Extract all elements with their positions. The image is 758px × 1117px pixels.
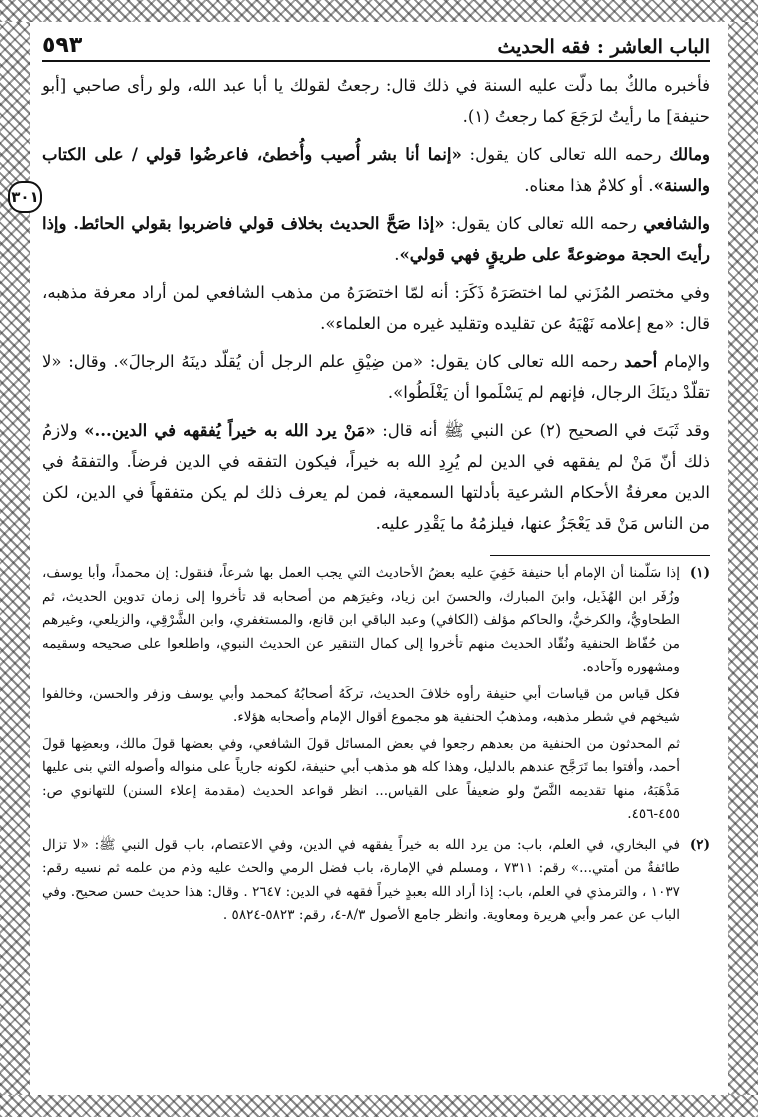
footnote-body: [42, 562, 680, 830]
footnote-paragraph: فكل قياس من قياسات أبي حنيفة رأوه خلافَ الحديث، تركَهُ أصحابُهُ كمحمد وأبي يوسف وزفر والحسن، وخالفوا شيخهم في شطر مذهبه، ومذهبُ الحنفية هو مجموع أقوال الإمام وأصحابه هؤلاء.: [42, 685, 680, 725]
paragraph: [42, 208, 710, 270]
paragraph: [42, 277, 710, 339]
ornamental-border-bottom: [0, 1095, 758, 1117]
footnote-body: [42, 834, 680, 931]
paragraph-text: والإمام: [657, 352, 710, 371]
hadith-quotation: «مَنْ يرد الله به خيراً يُفقهه في الدين...»: [84, 421, 376, 440]
footnote: [42, 562, 710, 830]
quotation: «إنما أنا بشر أُصيب وأُخطئ، فاعرضُوا قولي / على الكتاب والسنة»: [42, 145, 710, 195]
page-number: ٥٩٣: [42, 33, 83, 58]
paragraph: [42, 415, 710, 539]
paragraph-text: ولازمُ ذلك أنّ مَنْ لم يفقهه في الدين لم يُرِدِ الله به خيراً، فيكون التفقه في الدين فرضاً. والتفقهُ في الدين معرفةُ الأحكام الشرعية بأدلتها السمعية، فمن لم يعرف ذلك لم يكن متفقهاً في الدين، لكن من الناس مَنْ قد يَعْجَزُ عنها، فيلزمُهُ ما يَقْدِر عليه.: [42, 421, 710, 533]
paragraph-text: رحمه الله تعالى كان يقول: «من ضِيْقِ علم الرجل أن يُقلّد دينَهُ الرجالَ». وقال: «لا تقلّدْ دينَكَ الرجال، فإنهم لم يَسْلَموا أن يَغْلَطُوا».: [42, 352, 710, 402]
footnote: [42, 834, 710, 931]
paragraph-text: وقد ثَبَتَ في الصحيح (٢) عن النبي ﷺ أنه قال:: [375, 421, 710, 440]
paragraph-text: وفي مختصر المُزَني لما اختصَرَهُ ذَكَرَ: أنه لمّا اختصَرَهُ من مذهب الشافعي لمن أراد معرفة مذهبه، قال: «مع إعلامه نَهْيَهُ عن تقليده وتقليد غيره من العلماء».: [42, 283, 710, 333]
footnotes: [42, 562, 710, 931]
paragraph-text: رحمه الله تعالى كان يقول:: [444, 214, 644, 233]
quotation: «إذا صَحَّ الحديث بخلاف قولي فاضربوا بقولي الحائط. وإذا رأيتَ الحجة موضوعةً على طريقٍ فهي قولي»: [42, 214, 710, 264]
imam-name: أحمد: [624, 352, 658, 371]
paragraph-text: . أو كلامٌ هذا معناه.: [524, 176, 654, 195]
page-header: [42, 28, 710, 62]
paragraph-text: فأخبره مالكٌ بما دلّت عليه السنة في ذلك قال: رجعتُ لقولك يا أبا عبد الله، ولو رأى صاحبي [أبو حنيفة] ما رأيتُ لرَجَعَ كما رجعتُ (١).: [42, 76, 710, 126]
chapter-title: الباب العاشر : فقه الحديث: [497, 36, 710, 58]
imam-name: والشافعي: [643, 214, 711, 233]
page-content: [11, 28, 711, 1090]
footnote-number: (٢): [689, 836, 710, 853]
paragraph-text: .: [394, 245, 400, 264]
footnote-number: (١): [689, 565, 710, 581]
paragraph: [42, 70, 710, 132]
footnote-paragraph: في البخاري، في العلم، باب: من يرد الله به خيراً يفقهه في الدين، وفي الاعتصام، باب قول النبي ﷺ: «لا تزال طائفةٌ من أمتي...» رقم: ٧٣١١ ، ومسلم في الإمارة، باب فضل الرمي والحث عليه وذم من علمه ثم نسيه رقم: ١٠٣٧ ، والترمذي في العلم، باب: إذا أراد الله بعبدٍ خيراً فقهه في الدين: ٢٦٤٧ . وقال: هذا حديث حسن صحيح. وفي الباب عن عمر وأبي هريرة ومعاوية. وانظر جامع الأصول ٨/٣-٤، رقم: ٥٨٢٣-٥٨٢٤ .: [42, 836, 680, 923]
ornamental-border-top: [0, 0, 758, 22]
imam-name: ومالك: [669, 145, 711, 164]
main-text: [42, 70, 710, 539]
page-reference-marker: ٣٠١: [8, 181, 42, 213]
footnote-paragraph: إذا سَلّمنا أن الإمام أبا حنيفة خَفِيَ عليه بعضُ الأحاديث التي يجب العمل بها شرعاً، فنقول: إن محمداً، وأبا يوسف، وزُفَر ابن الهُذَيل، وابنَ المبارك، والحسنَ ابن زياد، وغيرَهم من أصحابه قد تأخروا إلى زمان تدوين الحديث، ثم الطحاويُّ، والكرخيُّ، والحاكم مؤلف (الكافي) وعبد الباقي ابن قانع، والمستغفري، وابن الشَّرْقِي، والزيلعي، وغيرهم من حُفّاظ الحنفية ونُقّاد الحديث منهم تأخروا إلى كمال التنقير عن الحديث النبوي، واطلعوا على صحيحه وسقيمه ومشهوره وآحاده.: [42, 565, 680, 675]
paragraph-text: رحمه الله تعالى كان يقول:: [461, 145, 670, 164]
ornamental-border-right: [728, 22, 758, 1095]
paragraph: [42, 139, 710, 201]
paragraph: [42, 346, 710, 408]
footnote-paragraph: ثم المحدثون من الحنفية من بعدهم رجعوا في بعض المسائل قولَ الشافعي، وفي بعضها قولَ مالك، وبعضِها قولَ أحمد، وأفتوا بما تَرَجَّح عندهم بالدليل، وهذا كله هو مذهب أبي حنيفة، لكونه جارياً على منواله وأصوله التي بنى عليها مَذْهَبَهُ، منها تقديمه النَّصّ ولو ضعيفاً على القياس... انظر قواعد الحديث (مقدمة إعلاء السنن) للتهانوي ص: ٤٥٥-٤٥٦.: [42, 735, 680, 822]
footnote-separator: [490, 555, 710, 556]
